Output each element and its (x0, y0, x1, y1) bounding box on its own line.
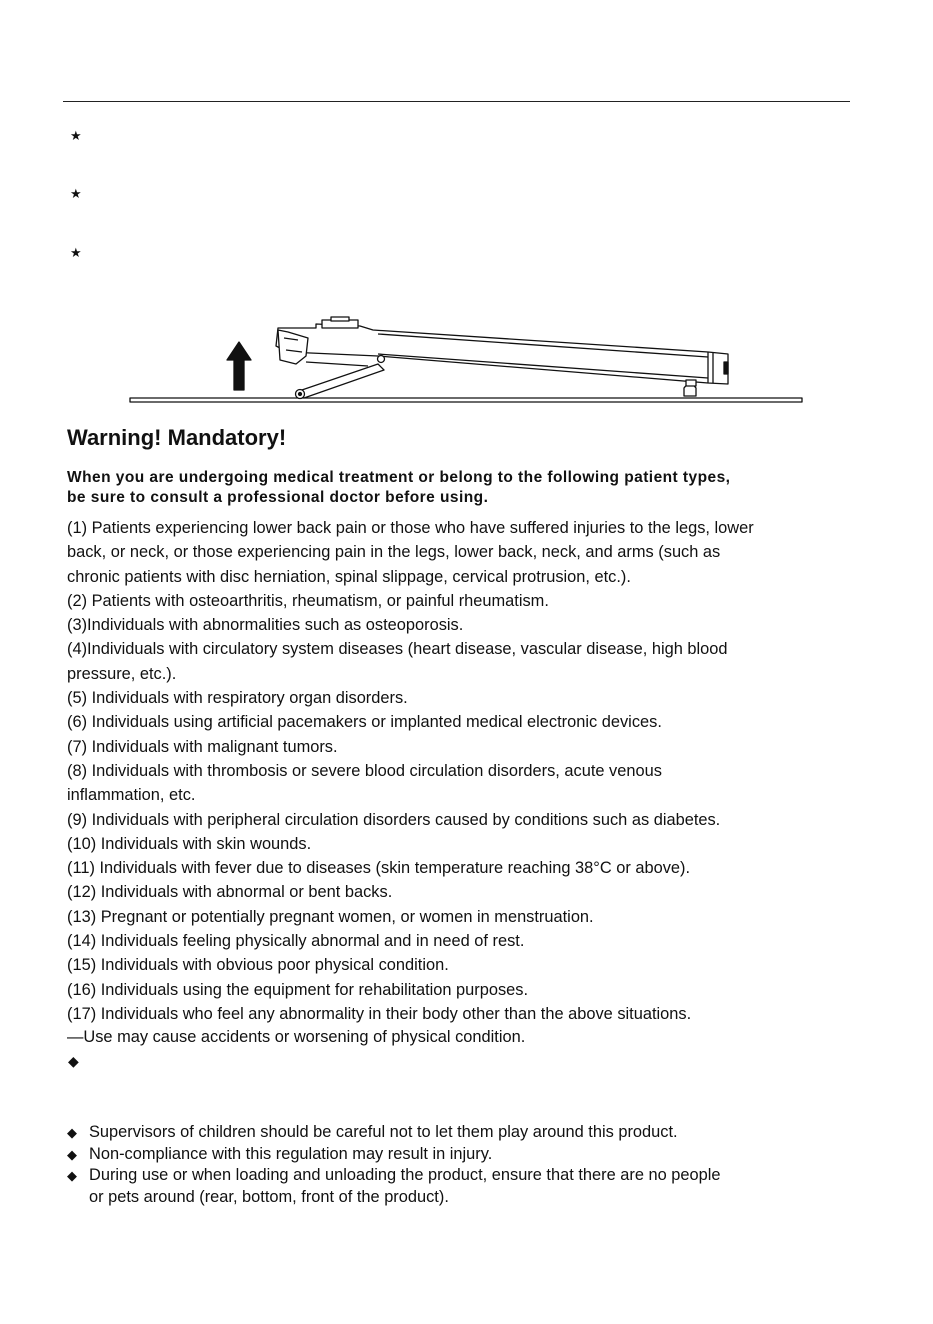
list-item (67, 1165, 887, 1187)
list-item: pressure, etc.). (67, 664, 177, 683)
list-item: (9) Individuals with peripheral circulation disorders caused by conditions such as diabetes. (67, 810, 721, 829)
list-item: (3)Individuals with abnormalities such as osteoporosis. (67, 616, 464, 635)
list-item: (1) Patients experiencing lower back pain or those who have suffered injuries to the legs, lower (67, 519, 754, 537)
star-bullet-icon: ★ (70, 245, 82, 260)
arrow-up-icon (227, 342, 251, 390)
intro-line: When you are undergoing medical treatment or belong to the following patient types, (67, 469, 731, 486)
list-item: (16) Individuals using the equipment for rehabilitation purposes. (67, 980, 529, 999)
bullet-spacer (67, 1187, 89, 1209)
consult-doctor-intro (67, 468, 867, 508)
diamond-bullet-icon: ◆ (67, 1146, 77, 1162)
list-item: (5) Individuals with respiratory organ disorders. (67, 689, 408, 708)
diamond-bullet-icon: ◆ (68, 1053, 79, 1069)
list-item (67, 1187, 887, 1209)
list-item: (8) Individuals with thrombosis or severe blood circulation disorders, acute venous (67, 761, 662, 780)
intro-line: be sure to consult a professional doctor before using. (67, 489, 489, 506)
safety-notes (67, 1122, 887, 1208)
diamond-bullet-icon: ◆ (67, 1125, 77, 1140)
diamond-bullet-icon: ◆ (67, 1168, 77, 1183)
list-item: (17) Individuals who feel any abnormality in their body other than the above situations. (67, 1004, 692, 1023)
list-item: (15) Individuals with obvious poor physical condition. (67, 956, 449, 975)
list-item: chronic patients with disc herniation, spinal slippage, cervical protrusion, etc.). (67, 567, 631, 586)
list-item: back, or neck, or those experiencing pain in the legs, lower back, neck, and arms (such as (67, 543, 721, 562)
warning-title: Warning! Mandatory! (67, 425, 287, 450)
list-item: (7) Individuals with malignant tumors. (67, 737, 338, 756)
note-text: During use or when loading and unloading the product, ensure that there are no people (89, 1166, 721, 1184)
list-item: (10) Individuals with skin wounds. (67, 834, 312, 853)
consequence-note: —Use may cause accidents or worsening of physical condition. (67, 1028, 526, 1046)
list-item: (2) Patients with osteoarthritis, rheumatism, or painful rheumatism. (67, 591, 549, 610)
note-text: Non-compliance with this regulation may result in injury. (89, 1144, 493, 1163)
note-text: or pets around (rear, bottom, front of the product). (89, 1187, 449, 1206)
patient-type-list (67, 516, 877, 1026)
header-rule (63, 101, 850, 102)
list-item: (4)Individuals with circulatory system diseases (heart disease, vascular disease, high blood (67, 640, 728, 659)
folded-treadmill-illustration (128, 316, 808, 408)
list-item: (14) Individuals feeling physically abnormal and in need of rest. (67, 932, 525, 951)
list-item: (12) Individuals with abnormal or bent backs. (67, 883, 393, 902)
list-item: inflammation, etc. (67, 786, 196, 805)
list-item (67, 1122, 887, 1144)
note-text: Supervisors of children should be careful not to let them play around this product. (89, 1123, 678, 1141)
star-bullet-icon: ★ (70, 128, 82, 143)
list-item: (6) Individuals using artificial pacemakers or implanted medical electronic devices. (67, 713, 662, 732)
star-bullet-icon: ★ (70, 186, 82, 201)
list-item: (11) Individuals with fever due to diseases (skin temperature reaching 38°C or above). (67, 859, 691, 878)
list-item: (13) Pregnant or potentially pregnant women, or women in menstruation. (67, 907, 594, 926)
list-item (67, 1144, 887, 1166)
